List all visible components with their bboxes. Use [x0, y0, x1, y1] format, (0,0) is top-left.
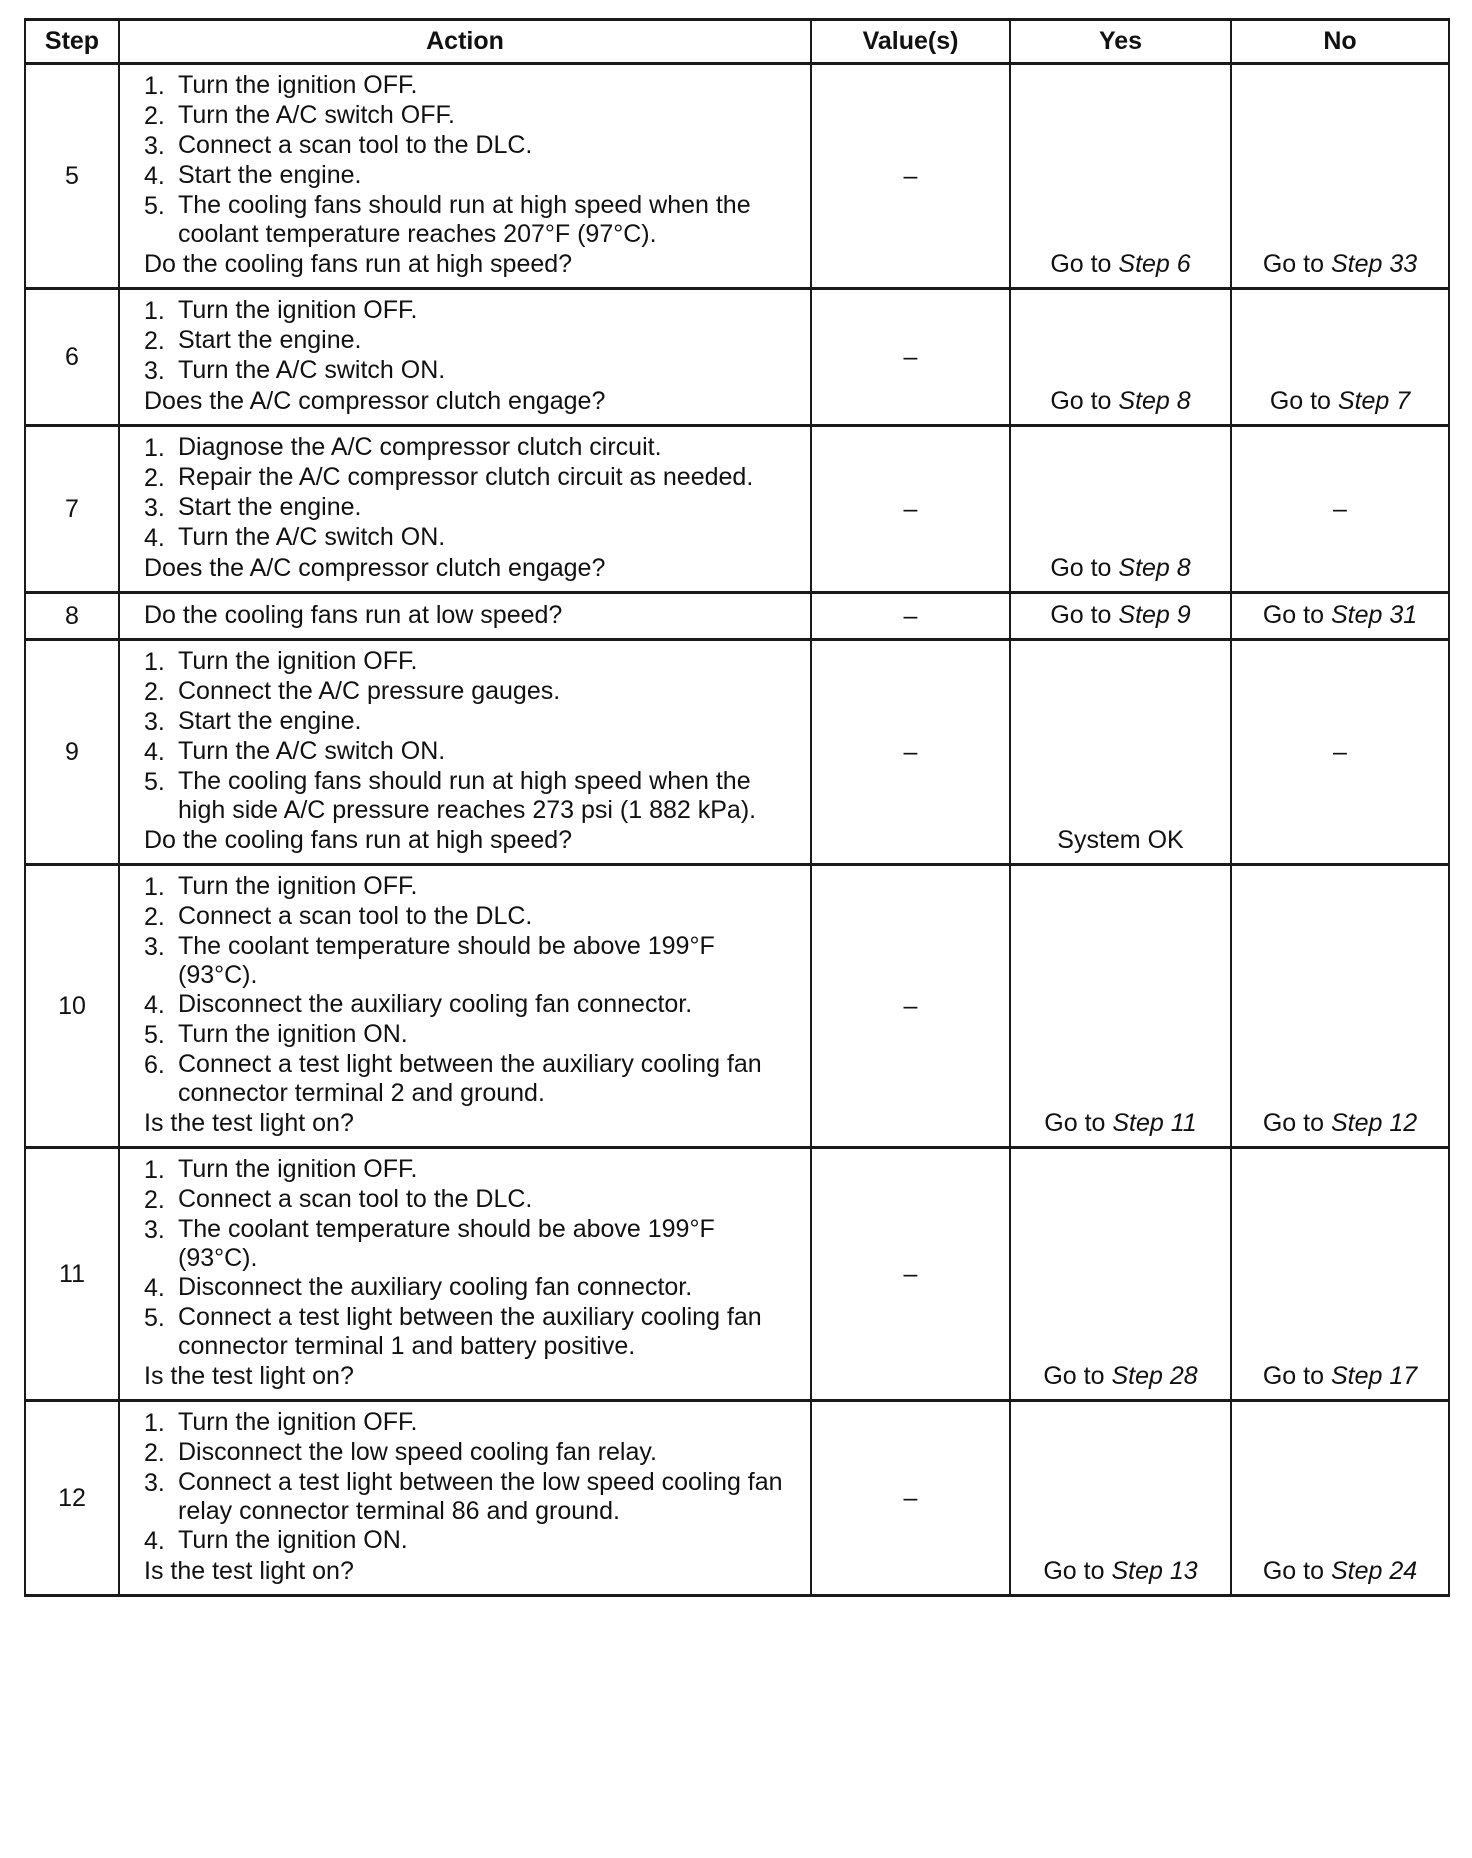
- action-step-text: Turn the ignition OFF.: [178, 1155, 418, 1183]
- no-step-ref: Step 17: [1330, 1362, 1418, 1390]
- value-text: –: [903, 991, 918, 1020]
- action-content: [120, 866, 810, 1146]
- step-number: 6: [65, 342, 79, 371]
- action-step-text: Connect a test light between the auxiliary cooling fan connector terminal 2 and ground.: [178, 1050, 762, 1107]
- action-step-text: Turn the A/C switch ON.: [178, 523, 446, 551]
- action-step: [144, 1155, 800, 1185]
- value-cell: [811, 426, 1010, 593]
- no-cell: [1231, 865, 1449, 1148]
- action-question: Does the A/C compressor clutch engage?: [144, 554, 606, 582]
- action-step: [144, 872, 800, 902]
- action-step-number: 4.: [144, 1527, 165, 1555]
- action-step-text: Connect the A/C pressure gauges.: [178, 677, 561, 705]
- step-number: 12: [58, 1483, 86, 1512]
- table-row: [25, 865, 1449, 1148]
- action-step-text: Repair the A/C compressor clutch circuit as needed.: [178, 463, 754, 491]
- no-prefix: Go to: [1262, 1109, 1331, 1137]
- yes-prefix: Go to: [1050, 601, 1119, 629]
- table-row: [25, 640, 1449, 865]
- action-step: [144, 707, 800, 737]
- action-step-text: Turn the ignition OFF.: [178, 296, 418, 324]
- step-number-cell: [25, 289, 119, 426]
- yes-cell: [1010, 1148, 1231, 1401]
- action-step-text: Disconnect the auxiliary cooling fan connector.: [178, 990, 693, 1018]
- step-number-cell: [25, 593, 119, 640]
- no-cell: [1231, 1401, 1449, 1596]
- header-yes: Yes: [1010, 20, 1231, 64]
- action-step-text: Turn the ignition ON.: [178, 1526, 408, 1554]
- action-step-number: 1.: [144, 297, 165, 325]
- action-step-number: 5.: [144, 1304, 165, 1332]
- value-text: –: [903, 601, 918, 630]
- action-step-text: Connect a scan tool to the DLC.: [178, 131, 533, 159]
- action-step-text: Start the engine.: [178, 326, 362, 354]
- action-step: [144, 737, 800, 767]
- step-number-cell: [25, 426, 119, 593]
- value-cell: [811, 64, 1010, 289]
- action-step: [144, 296, 800, 326]
- action-step: [144, 990, 800, 1020]
- action-step-number: 2.: [144, 903, 165, 931]
- action-step-number: 5.: [144, 1021, 165, 1049]
- action-step: [144, 101, 800, 131]
- yes-text: System OK: [1057, 826, 1184, 854]
- no-step-ref: Step 24: [1330, 1557, 1418, 1585]
- action-step-text: Turn the ignition OFF.: [178, 71, 418, 99]
- action-cell: [119, 640, 811, 865]
- header-action: Action: [119, 20, 811, 64]
- action-step-number: 1.: [144, 72, 165, 100]
- value-cell: [811, 289, 1010, 426]
- action-step-text: Turn the ignition OFF.: [178, 1408, 418, 1436]
- yes-prefix: Go to: [1050, 387, 1119, 415]
- yes-step-ref: Step 11: [1112, 1109, 1197, 1137]
- action-step: [144, 932, 800, 990]
- no-text: –: [1333, 494, 1347, 523]
- action-question: Does the A/C compressor clutch engage?: [144, 387, 606, 415]
- action-step-number: 2.: [144, 1186, 165, 1214]
- action-step-number: 6.: [144, 1051, 165, 1079]
- action-cell: [119, 426, 811, 593]
- action-step: [144, 523, 800, 553]
- action-step-number: 1.: [144, 1409, 165, 1437]
- header-step: Step: [25, 20, 119, 64]
- header-no: No: [1231, 20, 1449, 64]
- no-cell: [1231, 1148, 1449, 1401]
- action-step: [144, 1468, 800, 1526]
- value-cell: [811, 640, 1010, 865]
- table-row: [25, 289, 1449, 426]
- action-step: [144, 677, 800, 707]
- action-step: [144, 1050, 800, 1108]
- action-question: Is the test light on?: [144, 1362, 354, 1390]
- action-content: [120, 65, 810, 287]
- step-number: 11: [59, 1259, 85, 1288]
- value-text: –: [903, 737, 918, 766]
- yes-prefix: Go to: [1043, 1362, 1112, 1390]
- action-step-number: 4.: [144, 1274, 165, 1302]
- no-cell: [1231, 289, 1449, 426]
- action-step-number: 2.: [144, 678, 165, 706]
- diagnostic-table-page: [24, 18, 1448, 1597]
- no-prefix: Go to: [1262, 1557, 1331, 1585]
- action-step-number: 2.: [144, 1439, 165, 1467]
- value-text: –: [903, 161, 918, 190]
- table-body: [25, 64, 1449, 1596]
- table-row: [25, 593, 1449, 640]
- action-step-number: 4.: [144, 991, 165, 1019]
- action-step: [144, 902, 800, 932]
- action-step: [144, 191, 800, 249]
- action-question: Is the test light on?: [144, 1109, 354, 1137]
- no-step-ref: Step 7: [1337, 387, 1411, 415]
- value-text: –: [903, 494, 918, 523]
- yes-step-ref: Step 9: [1118, 601, 1191, 629]
- action-step-number: 1.: [144, 434, 165, 462]
- action-step-number: 1.: [144, 1156, 165, 1184]
- action-step-number: 3.: [144, 132, 165, 160]
- action-step: [144, 131, 800, 161]
- action-step: [144, 647, 800, 677]
- action-step-number: 1.: [144, 648, 165, 676]
- action-step: [144, 1526, 800, 1556]
- no-prefix: Go to: [1262, 601, 1331, 629]
- action-cell: [119, 289, 811, 426]
- step-number-cell: [25, 1401, 119, 1596]
- yes-step-ref: Step 6: [1118, 250, 1191, 278]
- yes-step-ref: Step 13: [1111, 1557, 1198, 1585]
- diagnostic-table: [24, 18, 1450, 1597]
- no-cell: [1231, 64, 1449, 289]
- action-step-text: Start the engine.: [178, 161, 362, 189]
- action-step: [144, 1273, 800, 1303]
- yes-cell: [1010, 426, 1231, 593]
- action-step: [144, 1438, 800, 1468]
- action-step: [144, 433, 800, 463]
- action-step-text: The cooling fans should run at high speed when the coolant temperature reaches 207°F (97°C).: [178, 191, 751, 248]
- value-cell: [811, 1401, 1010, 1596]
- step-number-cell: [25, 64, 119, 289]
- action-step: [144, 1215, 800, 1273]
- action-step-number: 4.: [144, 162, 165, 190]
- action-step-text: The cooling fans should run at high speed when the high side A/C pressure reaches 273 psi (1 882 kPa).: [178, 767, 757, 824]
- step-number-cell: [25, 1148, 119, 1401]
- yes-prefix: Go to: [1043, 1557, 1112, 1585]
- no-cell: [1231, 593, 1449, 640]
- yes-cell: [1010, 865, 1231, 1148]
- no-step-ref: Step 33: [1330, 250, 1418, 278]
- action-step-text: The coolant temperature should be above 199°F (93°C).: [178, 1215, 715, 1272]
- action-step-text: Disconnect the low speed cooling fan relay.: [178, 1438, 657, 1466]
- yes-prefix: Go to: [1044, 1109, 1113, 1137]
- table-row: [25, 426, 1449, 593]
- action-step-text: Turn the A/C switch ON.: [178, 737, 446, 765]
- step-number: 9: [65, 737, 79, 766]
- action-cell: [119, 593, 811, 640]
- action-step-text: The coolant temperature should be above 199°F (93°C).: [178, 932, 715, 989]
- action-step-number: 1.: [144, 873, 165, 901]
- step-number: 5: [65, 161, 79, 190]
- action-step-number: 4.: [144, 738, 165, 766]
- action-step-number: 2.: [144, 102, 165, 130]
- no-cell: [1231, 426, 1449, 593]
- yes-cell: [1010, 640, 1231, 865]
- action-step: [144, 493, 800, 523]
- action-step: [144, 161, 800, 191]
- action-step-number: 3.: [144, 708, 165, 736]
- action-step-number: 3.: [144, 494, 165, 522]
- yes-step-ref: Step 8: [1118, 554, 1191, 582]
- yes-step-ref: Step 8: [1118, 387, 1191, 415]
- step-number-cell: [25, 865, 119, 1148]
- action-step-text: Start the engine.: [178, 707, 362, 735]
- action-step-text: Diagnose the A/C compressor clutch circuit.: [178, 433, 662, 461]
- action-step-text: Turn the ignition OFF.: [178, 647, 418, 675]
- value-cell: [811, 593, 1010, 640]
- action-step-number: 3.: [144, 1216, 165, 1244]
- table-row: [25, 1148, 1449, 1401]
- yes-cell: [1010, 289, 1231, 426]
- action-step-number: 2.: [144, 464, 165, 492]
- action-step-number: 4.: [144, 524, 165, 552]
- action-step-text: Connect a test light between the auxiliary cooling fan connector terminal 1 and battery positive.: [178, 1303, 762, 1360]
- action-question: Do the cooling fans run at high speed?: [144, 250, 573, 278]
- yes-cell: [1010, 1401, 1231, 1596]
- action-content: [120, 427, 810, 591]
- action-step: [144, 1020, 800, 1050]
- action-content: [120, 594, 810, 638]
- table-row: [25, 64, 1449, 289]
- value-cell: [811, 865, 1010, 1148]
- step-number: 8: [65, 601, 79, 630]
- action-step-number: 5.: [144, 768, 165, 796]
- action-step: [144, 463, 800, 493]
- step-number: 10: [58, 991, 86, 1020]
- action-step-text: Connect a test light between the low speed cooling fan relay connector terminal 86 and ground.: [178, 1468, 783, 1525]
- action-cell: [119, 1401, 811, 1596]
- action-content: [120, 641, 810, 863]
- action-step: [144, 71, 800, 101]
- action-step-number: 3.: [144, 357, 165, 385]
- action-step-number: 3.: [144, 933, 165, 961]
- value-text: –: [903, 342, 918, 371]
- no-text: –: [1333, 737, 1347, 766]
- action-question: Do the cooling fans run at low speed?: [144, 601, 563, 629]
- value-text: –: [903, 1483, 918, 1512]
- action-step: [144, 1408, 800, 1438]
- action-step-text: Turn the ignition ON.: [178, 1020, 408, 1048]
- no-prefix: Go to: [1262, 1362, 1331, 1390]
- action-step: [144, 1303, 800, 1361]
- action-step-text: Disconnect the auxiliary cooling fan connector.: [178, 1273, 693, 1301]
- value-cell: [811, 1148, 1010, 1401]
- no-prefix: Go to: [1269, 387, 1338, 415]
- yes-cell: [1010, 593, 1231, 640]
- action-step: [144, 356, 800, 386]
- action-cell: [119, 865, 811, 1148]
- action-question: Is the test light on?: [144, 1557, 354, 1585]
- action-step-text: Connect a scan tool to the DLC.: [178, 1185, 533, 1213]
- value-text: –: [903, 1259, 918, 1288]
- action-step: [144, 1185, 800, 1215]
- step-number-cell: [25, 640, 119, 865]
- table-header-row: [25, 20, 1449, 64]
- action-cell: [119, 64, 811, 289]
- yes-step-ref: Step 28: [1111, 1362, 1198, 1390]
- no-prefix: Go to: [1262, 250, 1331, 278]
- action-cell: [119, 1148, 811, 1401]
- step-number: 7: [65, 494, 79, 523]
- action-step-text: Turn the A/C switch OFF.: [178, 101, 455, 129]
- no-step-ref: Step 12: [1330, 1109, 1418, 1137]
- action-step-text: Turn the A/C switch ON.: [178, 356, 446, 384]
- action-question: Do the cooling fans run at high speed?: [144, 826, 573, 854]
- action-content: [120, 1149, 810, 1399]
- action-step: [144, 326, 800, 356]
- action-step-text: Connect a scan tool to the DLC.: [178, 902, 533, 930]
- header-values: Value(s): [811, 20, 1010, 64]
- yes-prefix: Go to: [1050, 250, 1119, 278]
- no-cell: [1231, 640, 1449, 865]
- action-step: [144, 767, 800, 825]
- action-step-number: 3.: [144, 1469, 165, 1497]
- action-step-number: 5.: [144, 192, 165, 220]
- table-row: [25, 1401, 1449, 1596]
- action-content: [120, 290, 810, 424]
- no-step-ref: Step 31: [1330, 601, 1418, 629]
- yes-prefix: Go to: [1050, 554, 1119, 582]
- action-step-text: Turn the ignition OFF.: [178, 872, 418, 900]
- yes-cell: [1010, 64, 1231, 289]
- action-step-number: 2.: [144, 327, 165, 355]
- action-content: [120, 1402, 810, 1594]
- action-step-text: Start the engine.: [178, 493, 362, 521]
